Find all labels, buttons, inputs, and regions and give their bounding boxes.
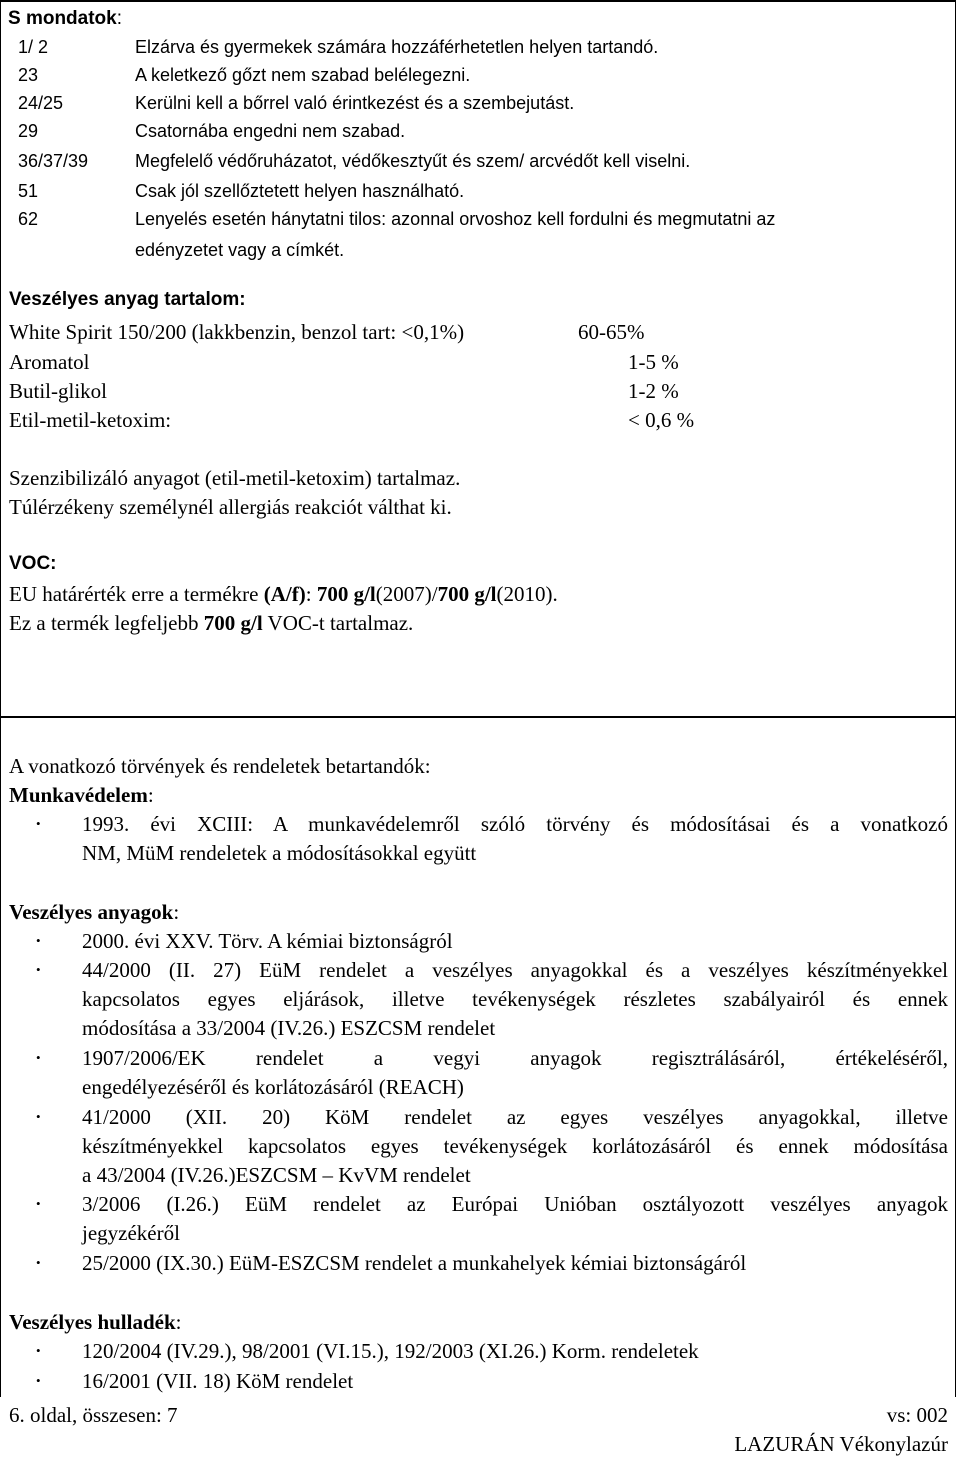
law-text-line: 120/2004 (IV.29.), 98/2001 (VI.15.), 192/2003 (XI.26.) Korm. rendeletek xyxy=(82,1339,699,1363)
s-phrase-code: 62 xyxy=(18,209,39,229)
law-text-line: 1993. évi XCIII: A munkavédelemről szóló törvény és módosításai és a vonatkozó xyxy=(82,812,948,836)
s-phrase-text: Csak jól szellőztetett helyen használható. xyxy=(135,181,465,201)
hazardous-laws-title: Veszélyes anyagok: xyxy=(9,900,180,924)
sensitizer-note: Szenzibilizáló anyagot (etil-metil-ketoxim) tartalmaz. xyxy=(9,466,461,490)
bullet-icon: • xyxy=(36,1109,41,1124)
law-text-line: 1907/2006/EK rendelet a vegyi anyagok regisztrálásáról, értékeléséről, xyxy=(82,1046,948,1070)
voc-limit-line: EU határérték erre a termékre (A/f): 700 g/l(2007)/700 g/l(2010). xyxy=(9,582,558,606)
version-number: vs: 002 xyxy=(886,1403,948,1427)
law-text-line: 16/2001 (VII. 18) KöM rendelet xyxy=(82,1369,354,1393)
ingredient-value: < 0,6 % xyxy=(628,408,695,432)
allergy-note: Túlérzékeny személynél allergiás reakciót válthat ki. xyxy=(9,495,452,519)
s-phrase-text: Megfelelő védőruházatot, védőkesztyűt és szem/ arcvédőt kell viselni. xyxy=(135,151,691,171)
s-phrase-text: Kerülni kell a bőrrel való érintkezést és a szembejutást. xyxy=(135,93,575,113)
bullet-icon: • xyxy=(36,1196,41,1211)
s-phrase-text: Lenyelés esetén hánytatni tilos: azonnal orvoshoz kell fordulni és megmutatni az xyxy=(135,209,776,229)
s-phrase-code: 29 xyxy=(18,121,39,141)
s-phrase-code: 51 xyxy=(18,181,39,201)
s-phrase-code: 24/25 xyxy=(18,93,64,113)
bullet-icon: • xyxy=(36,1373,41,1388)
law-text-line: 2000. évi XXV. Törv. A kémiai biztonságról xyxy=(82,929,453,953)
ingredient-value: 1-2 % xyxy=(628,379,679,403)
s-phrases-title: S mondatok: xyxy=(8,8,123,29)
hazardous-content-title: Veszélyes anyag tartalom: xyxy=(9,289,246,310)
s-phrase-code: 1/ 2 xyxy=(18,37,49,57)
s-phrase-code: 23 xyxy=(18,65,39,85)
law-text-line: engedélyezéséről és korlátozásáról (REACH) xyxy=(82,1075,464,1099)
product-name: LAZURÁN Vékonylazúr xyxy=(734,1432,948,1456)
s-phrase-text: Csatornába engedni nem szabad. xyxy=(135,121,406,141)
bullet-icon: • xyxy=(36,962,41,977)
ingredient-name: Aromatol xyxy=(9,350,90,374)
law-text-line: 44/2000 (II. 27) EüM rendelet a veszélyes anyagokkal és a veszélyes készítményekkel xyxy=(82,958,948,982)
law-text-line: jegyzékéről xyxy=(82,1221,180,1245)
law-text-line: a 43/2004 (IV.26.)ESZCSM – KvVM rendelet xyxy=(82,1163,471,1187)
waste-title: Veszélyes hulladék: xyxy=(9,1310,182,1334)
page-number: 6. oldal, összesen: 7 xyxy=(9,1403,178,1427)
voc-title: VOC: xyxy=(9,553,57,574)
ingredient-name: White Spirit 150/200 (lakkbenzin, benzol tart: <0,1%) xyxy=(9,320,465,344)
ingredient-value: 1-5 % xyxy=(628,350,679,374)
s-phrase-text-continued: edényzetet vagy a címkét. xyxy=(135,240,345,260)
laws-intro: A vonatkozó törvények és rendeletek betartandók: xyxy=(9,754,431,778)
ingredient-value: 60-65% xyxy=(578,320,645,344)
voc-content-line: Ez a termék legfeljebb 700 g/l VOC-t tartalmaz. xyxy=(9,611,414,635)
ingredient-name: Butil-glikol xyxy=(9,379,108,403)
ingredient-name: Etil-metil-ketoxim: xyxy=(9,408,172,432)
s-phrase-text: A keletkező gőzt nem szabad belélegezni. xyxy=(135,65,471,85)
law-text-line: NM, MüM rendeletek a módosításokkal együtt xyxy=(82,841,477,865)
law-text-line: kapcsolatos egyes eljárások, illetve tevékenységek részletes szabályairól és ennek xyxy=(82,987,948,1011)
bullet-icon: • xyxy=(36,1343,41,1358)
bullet-icon: • xyxy=(36,1050,41,1065)
law-text-line: 3/2006 (I.26.) EüM rendelet az Európai Unióban osztályozott veszélyes anyagok xyxy=(82,1192,948,1216)
bullet-icon: • xyxy=(36,1255,41,1270)
bullet-icon: • xyxy=(36,816,41,831)
law-text-line: készítményekkel kapcsolatos egyes tevékenységek korlátozásáról és ennek módosítása xyxy=(82,1134,948,1158)
law-text-line: módosítása a 33/2004 (IV.26.) ESZCSM rendelet xyxy=(82,1016,496,1040)
bullet-icon: • xyxy=(36,933,41,948)
work-safety-title: Munkavédelem: xyxy=(9,783,154,807)
s-phrase-text: Elzárva és gyermekek számára hozzáférhetetlen helyen tartandó. xyxy=(135,37,659,57)
law-text-line: 41/2000 (XII. 20) KöM rendelet az egyes veszélyes anyagokkal, illetve xyxy=(82,1105,948,1129)
s-phrase-code: 36/37/39 xyxy=(18,151,89,171)
law-text-line: 25/2000 (IX.30.) EüM-ESZCSM rendelet a munkahelyek kémiai biztonságáról xyxy=(82,1251,747,1275)
